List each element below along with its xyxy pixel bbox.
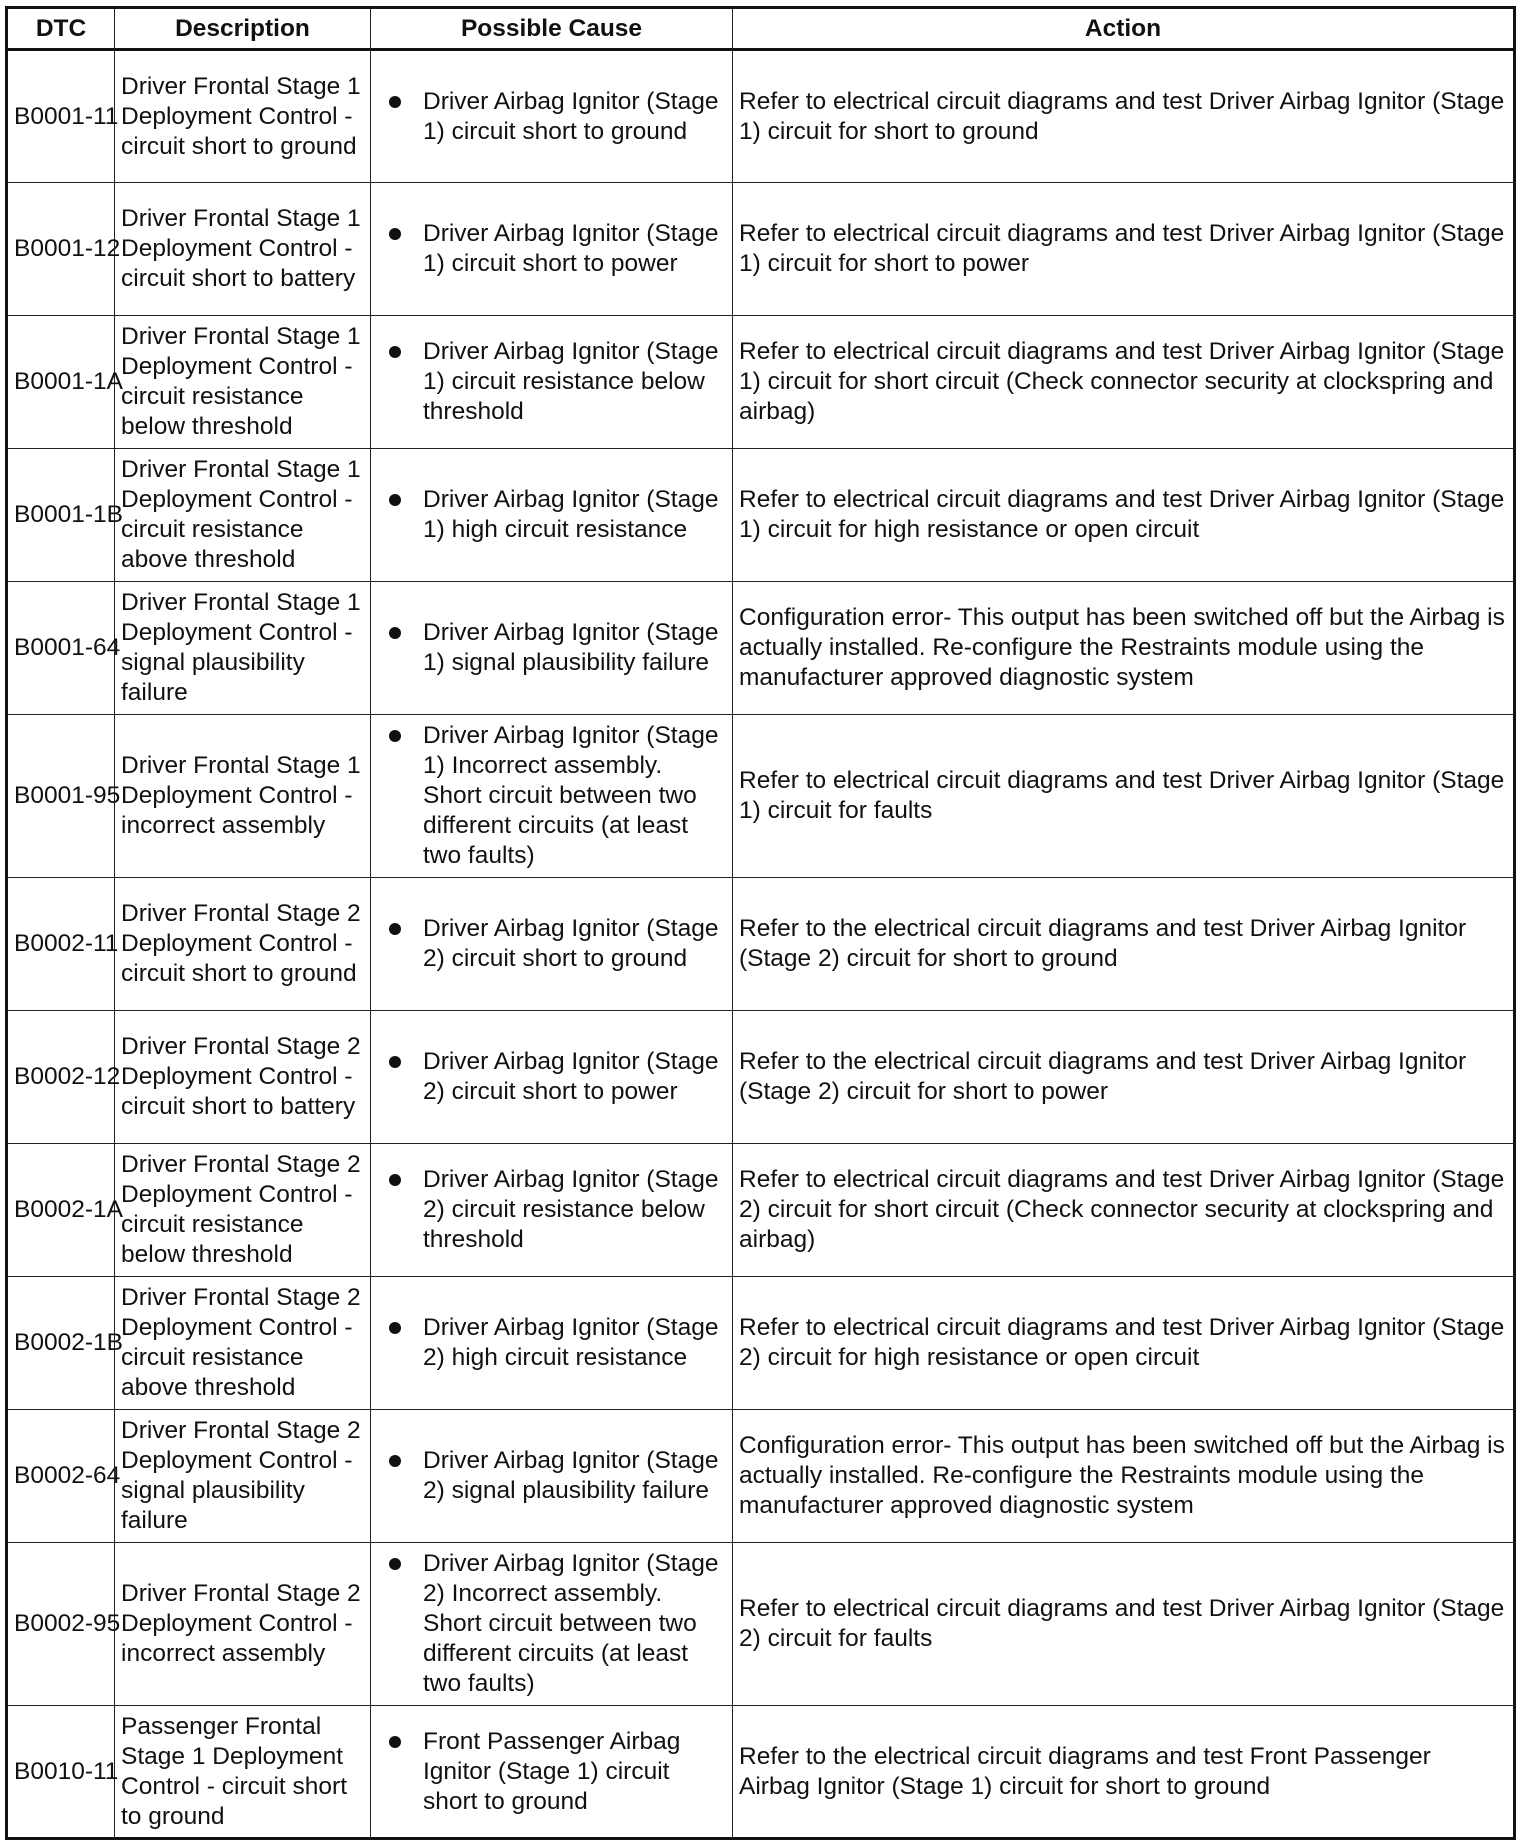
- dtc-code: B0002-1B: [7, 1277, 115, 1410]
- description-cell: Passenger Frontal Stage 1 Deployment Control - circuit short to ground: [115, 1706, 371, 1839]
- possible-cause-text: Driver Airbag Ignitor (Stage 1) signal plausibility failure: [423, 619, 719, 676]
- action-cell: Configuration error- This output has been switched off but the Airbag is actually installed. Re-configure the Restraints module using the manufacturer approved diagnostic system: [733, 1410, 1515, 1543]
- possible-cause-text: Driver Airbag Ignitor (Stage 2) signal plausibility failure: [423, 1447, 719, 1504]
- description-cell: Driver Frontal Stage 1 Deployment Control - signal plausibility failure: [115, 582, 371, 715]
- possible-cause-cell: [371, 50, 733, 183]
- possible-cause-text: Driver Airbag Ignitor (Stage 1) high circuit resistance: [423, 486, 719, 543]
- dtc-code: B0001-12: [7, 183, 115, 316]
- possible-cause-cell: [371, 1543, 733, 1706]
- dtc-code: B0002-1A: [7, 1144, 115, 1277]
- possible-cause-cell: [371, 1011, 733, 1144]
- dtc-code: B0001-64: [7, 582, 115, 715]
- dtc-code: B0001-11: [7, 50, 115, 183]
- bullet-icon: [389, 494, 401, 506]
- bullet-icon: [389, 1174, 401, 1186]
- possible-cause-cell: [371, 449, 733, 582]
- header-dtc: DTC: [7, 8, 115, 50]
- possible-cause-text: Driver Airbag Ignitor (Stage 1) circuit resistance below threshold: [423, 338, 719, 425]
- action-cell: Refer to electrical circuit diagrams and test Driver Airbag Ignitor (Stage 2) circuit for short circuit (Check connector security at clockspring and airbag): [733, 1144, 1515, 1277]
- description-cell: Driver Frontal Stage 2 Deployment Control - circuit resistance above threshold: [115, 1277, 371, 1410]
- header-description: Description: [115, 8, 371, 50]
- bullet-icon: [389, 1322, 401, 1334]
- description-cell: Driver Frontal Stage 1 Deployment Control - circuit resistance below threshold: [115, 316, 371, 449]
- table-body: [7, 50, 1515, 1839]
- bullet-icon: [389, 923, 401, 935]
- action-cell: Refer to the electrical circuit diagrams and test Driver Airbag Ignitor (Stage 2) circuit for short to power: [733, 1011, 1515, 1144]
- possible-cause-cell: [371, 878, 733, 1011]
- dtc-code: B0002-11: [7, 878, 115, 1011]
- bullet-icon: [389, 1056, 401, 1068]
- description-cell: Driver Frontal Stage 1 Deployment Control - circuit short to battery: [115, 183, 371, 316]
- dtc-code: B0001-95: [7, 715, 115, 878]
- description-cell: Driver Frontal Stage 1 Deployment Control - circuit resistance above threshold: [115, 449, 371, 582]
- action-cell: Refer to electrical circuit diagrams and test Driver Airbag Ignitor (Stage 2) circuit for high resistance or open circuit: [733, 1277, 1515, 1410]
- bullet-icon: [389, 228, 401, 240]
- dtc-code: B0010-11: [7, 1706, 115, 1839]
- bullet-icon: [389, 627, 401, 639]
- bullet-icon: [389, 1558, 401, 1570]
- description-cell: Driver Frontal Stage 1 Deployment Control - circuit short to ground: [115, 50, 371, 183]
- description-cell: Driver Frontal Stage 2 Deployment Control - circuit short to battery: [115, 1011, 371, 1144]
- description-cell: Driver Frontal Stage 2 Deployment Control - signal plausibility failure: [115, 1410, 371, 1543]
- dtc-code: B0002-12: [7, 1011, 115, 1144]
- action-cell: Refer to electrical circuit diagrams and test Driver Airbag Ignitor (Stage 1) circuit for short to power: [733, 183, 1515, 316]
- description-cell: Driver Frontal Stage 2 Deployment Control - circuit resistance below threshold: [115, 1144, 371, 1277]
- action-cell: Refer to electrical circuit diagrams and test Driver Airbag Ignitor (Stage 1) circuit for high resistance or open circuit: [733, 449, 1515, 582]
- table-row: [7, 50, 1515, 183]
- table-row: [7, 1011, 1515, 1144]
- possible-cause-text: Driver Airbag Ignitor (Stage 1) Incorrect assembly. Short circuit between two different circuits (at least two faults): [423, 722, 719, 869]
- action-cell: Refer to electrical circuit diagrams and test Driver Airbag Ignitor (Stage 1) circuit for faults: [733, 715, 1515, 878]
- table-row: [7, 1277, 1515, 1410]
- dtc-code: B0001-1A: [7, 316, 115, 449]
- table-header: [7, 8, 1515, 50]
- possible-cause-text: Driver Airbag Ignitor (Stage 2) Incorrect assembly. Short circuit between two different circuits (at least two faults): [423, 1550, 719, 1697]
- description-cell: Driver Frontal Stage 1 Deployment Control - incorrect assembly: [115, 715, 371, 878]
- action-cell: Refer to the electrical circuit diagrams and test Driver Airbag Ignitor (Stage 2) circuit for short to ground: [733, 878, 1515, 1011]
- table-row: [7, 1706, 1515, 1839]
- dtc-code: B0001-1B: [7, 449, 115, 582]
- table-row: [7, 715, 1515, 878]
- description-cell: Driver Frontal Stage 2 Deployment Control - incorrect assembly: [115, 1543, 371, 1706]
- possible-cause-text: Driver Airbag Ignitor (Stage 1) circuit short to power: [423, 220, 719, 277]
- possible-cause-text: Driver Airbag Ignitor (Stage 2) circuit resistance below threshold: [423, 1166, 719, 1253]
- dtc-table: [5, 6, 1516, 1840]
- possible-cause-text: Driver Airbag Ignitor (Stage 2) circuit short to ground: [423, 915, 719, 972]
- possible-cause-text: Driver Airbag Ignitor (Stage 2) circuit short to power: [423, 1048, 719, 1105]
- dtc-code: B0002-95: [7, 1543, 115, 1706]
- possible-cause-text: Front Passenger Airbag Ignitor (Stage 1) circuit short to ground: [423, 1727, 681, 1815]
- description-cell: Driver Frontal Stage 2 Deployment Control - circuit short to ground: [115, 878, 371, 1011]
- possible-cause-cell: [371, 1410, 733, 1543]
- possible-cause-text: Driver Airbag Ignitor (Stage 2) high circuit resistance: [423, 1314, 719, 1371]
- action-cell: Refer to the electrical circuit diagrams and test Front Passenger Airbag Ignitor (Stage 1) circuit for short to ground: [733, 1706, 1515, 1839]
- possible-cause-cell: [371, 316, 733, 449]
- table-row: [7, 878, 1515, 1011]
- bullet-icon: [389, 1455, 401, 1467]
- header-possible-cause: Possible Cause: [371, 8, 733, 50]
- possible-cause-cell: [371, 183, 733, 316]
- bullet-icon: [389, 730, 401, 742]
- table-row: [7, 316, 1515, 449]
- possible-cause-text: Driver Airbag Ignitor (Stage 1) circuit short to ground: [423, 87, 719, 145]
- bullet-icon: [389, 346, 401, 358]
- table-row: [7, 1144, 1515, 1277]
- header-action: Action: [733, 8, 1515, 50]
- bullet-icon: [389, 1736, 401, 1748]
- action-cell: Configuration error- This output has been switched off but the Airbag is actually installed. Re-configure the Restraints module using the manufacturer approved diagnostic system: [733, 582, 1515, 715]
- table-row: [7, 1543, 1515, 1706]
- possible-cause-cell: [371, 1706, 733, 1839]
- bullet-icon: [389, 96, 401, 108]
- action-cell: Refer to electrical circuit diagrams and test Driver Airbag Ignitor (Stage 1) circuit for short to ground: [733, 50, 1515, 183]
- action-cell: Refer to electrical circuit diagrams and test Driver Airbag Ignitor (Stage 1) circuit for short circuit (Check connector security at clockspring and airbag): [733, 316, 1515, 449]
- table-row: [7, 1410, 1515, 1543]
- possible-cause-cell: [371, 582, 733, 715]
- possible-cause-cell: [371, 1277, 733, 1410]
- possible-cause-cell: [371, 715, 733, 878]
- action-cell: Refer to electrical circuit diagrams and test Driver Airbag Ignitor (Stage 2) circuit for faults: [733, 1543, 1515, 1706]
- dtc-code: B0002-64: [7, 1410, 115, 1543]
- table-row: [7, 449, 1515, 582]
- possible-cause-cell: [371, 1144, 733, 1277]
- table-row: [7, 183, 1515, 316]
- table-row: [7, 582, 1515, 715]
